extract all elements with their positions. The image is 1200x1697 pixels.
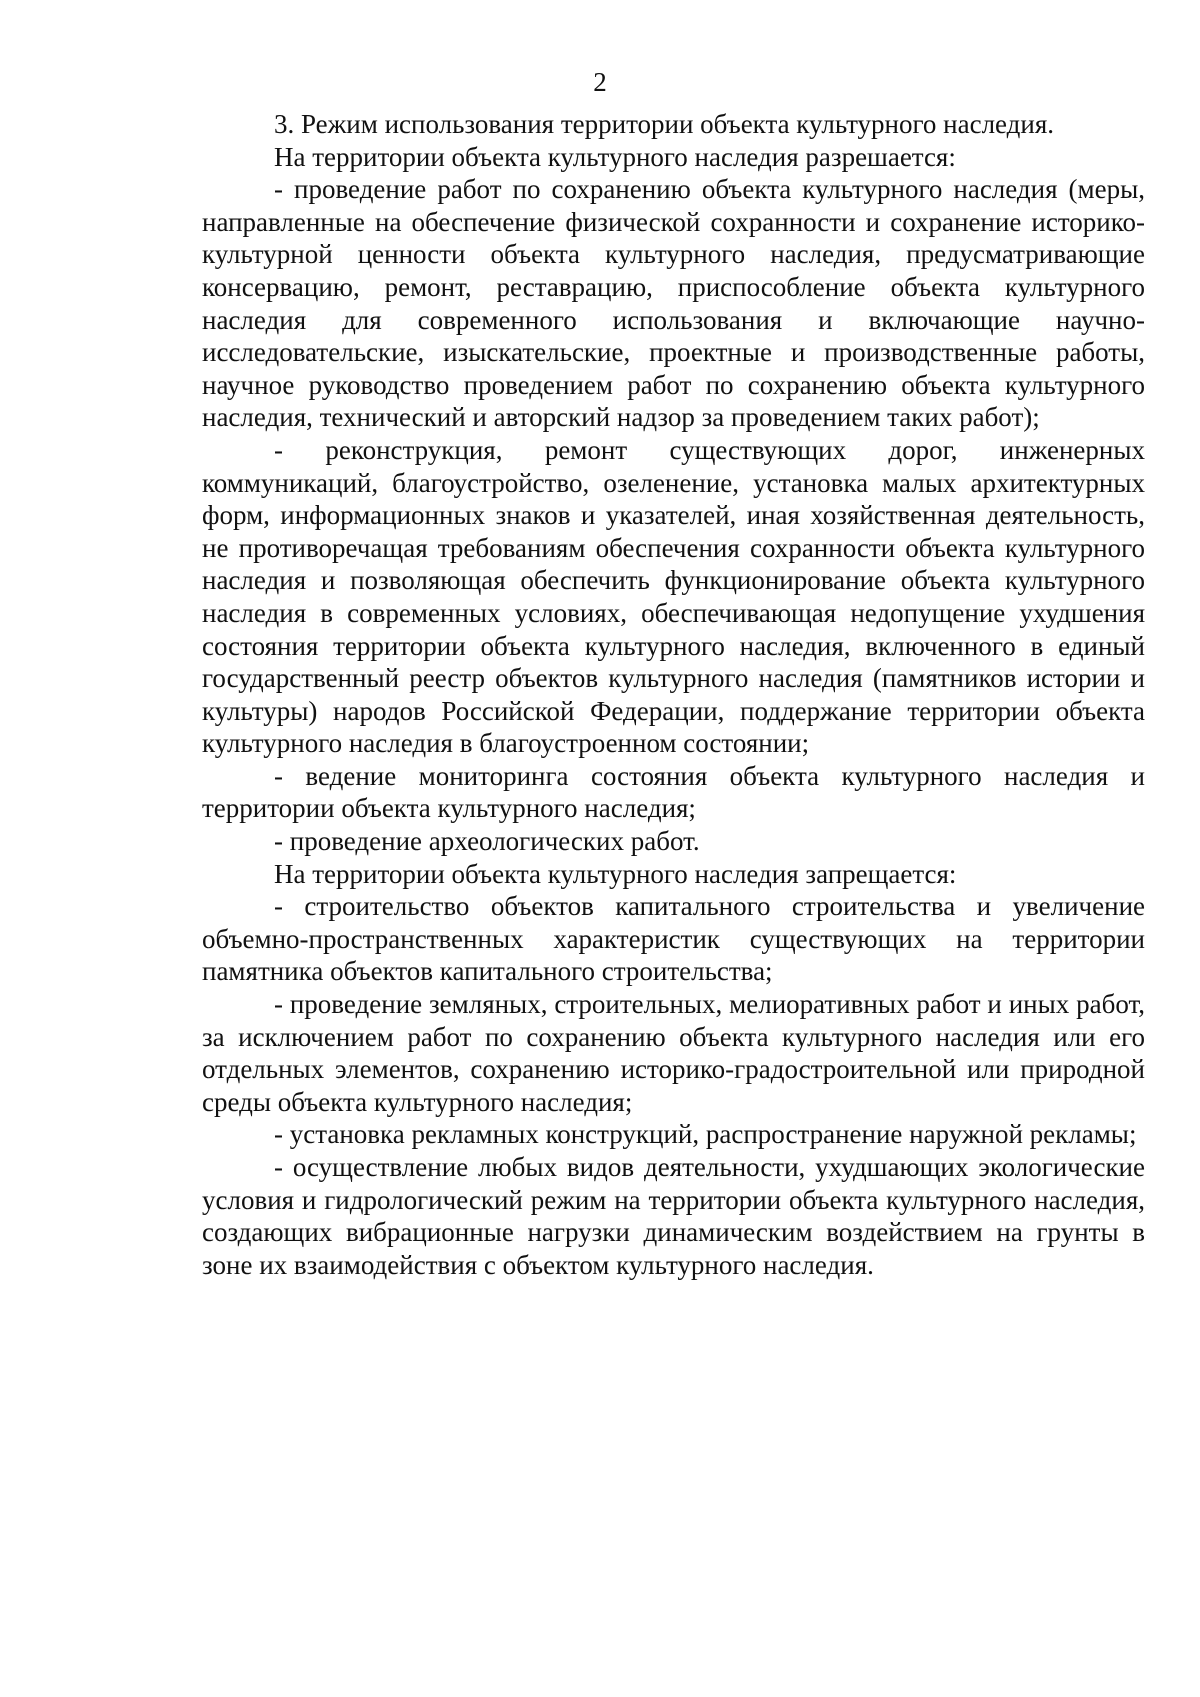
paragraph-permitted-item: - ведение мониторинга состояния объекта культурного наследия и территории объекта культурного наследия; [202, 760, 1145, 824]
paragraph-section-heading: 3. Режим использования территории объекта культурного наследия. [274, 109, 1055, 139]
paragraph-prohibited-intro: На территории объекта культурного наследия запрещается: [274, 858, 957, 889]
paragraph-prohibited-item: - проведение земляных, строительных, мелиоративных работ и иных работ, за исключением работ по сохранению объекта культурного наследия или его отдельных элементов, сохранению историко-градостроительной или природной среды объекта культурного наследия; [202, 989, 1145, 1117]
paragraph-prohibited-item: - строительство объектов капитального строительства и увеличение объемно-пространственных характеристик существующих на территории памятника объектов капитального строительства; [202, 891, 1145, 987]
paragraph-prohibited-item: - установка рекламных конструкций, распространение наружной рекламы; [274, 1119, 1137, 1150]
paragraph-prohibited-item: - осуществление любых видов деятельности, ухудшающих экологические условия и гидрологический режим на территории объекта культурного наследия, создающих вибрационные нагрузки динамическим воздействием на грунты в зоне их взаимодействия с объектом культурного наследия. [202, 1152, 1145, 1280]
paragraph-permitted-item: - проведение работ по сохранению объекта культурного наследия (меры, направленные на обеспечение физической сохранности и сохранение историко-культурной ценности объекта культурного наследия, предусматривающие консервацию, ремонт, реставрацию, приспособление объекта культурного наследия для современного использования и включающие научно-исследовательские, изыскательские, проектные и производственные работы, научное руководство проведением работ по сохранению объекта культурного наследия, технический и авторский надзор за проведением таких работ); [202, 174, 1145, 433]
document-body [202, 108, 1145, 1281]
paragraph-permitted-item: - проведение археологических работ. [274, 826, 700, 857]
paragraph-permitted-intro: На территории объекта культурного наследия разрешается: [274, 141, 956, 172]
page-number: 2 [593, 67, 607, 97]
paragraph-permitted-item: - реконструкция, ремонт существующих дорог, инженерных коммуникаций, благоустройство, озеленение, установка малых архитектурных форм, информационных знаков и указателей, иная хозяйственная деятельность, не противоречащая требованиям обеспечения сохранности объекта культурного наследия и позволяющая обеспечить функционирование объекта культурного наследия в современных условиях, обеспечивающая недопущение ухудшения состояния территории объекта культурного наследия, включенного в единый государственный реестр объектов культурного наследия (памятников истории и культуры) народов Российской Федерации, поддержание территории объекта культурного наследия в благоустроенном состоянии; [202, 434, 1145, 759]
